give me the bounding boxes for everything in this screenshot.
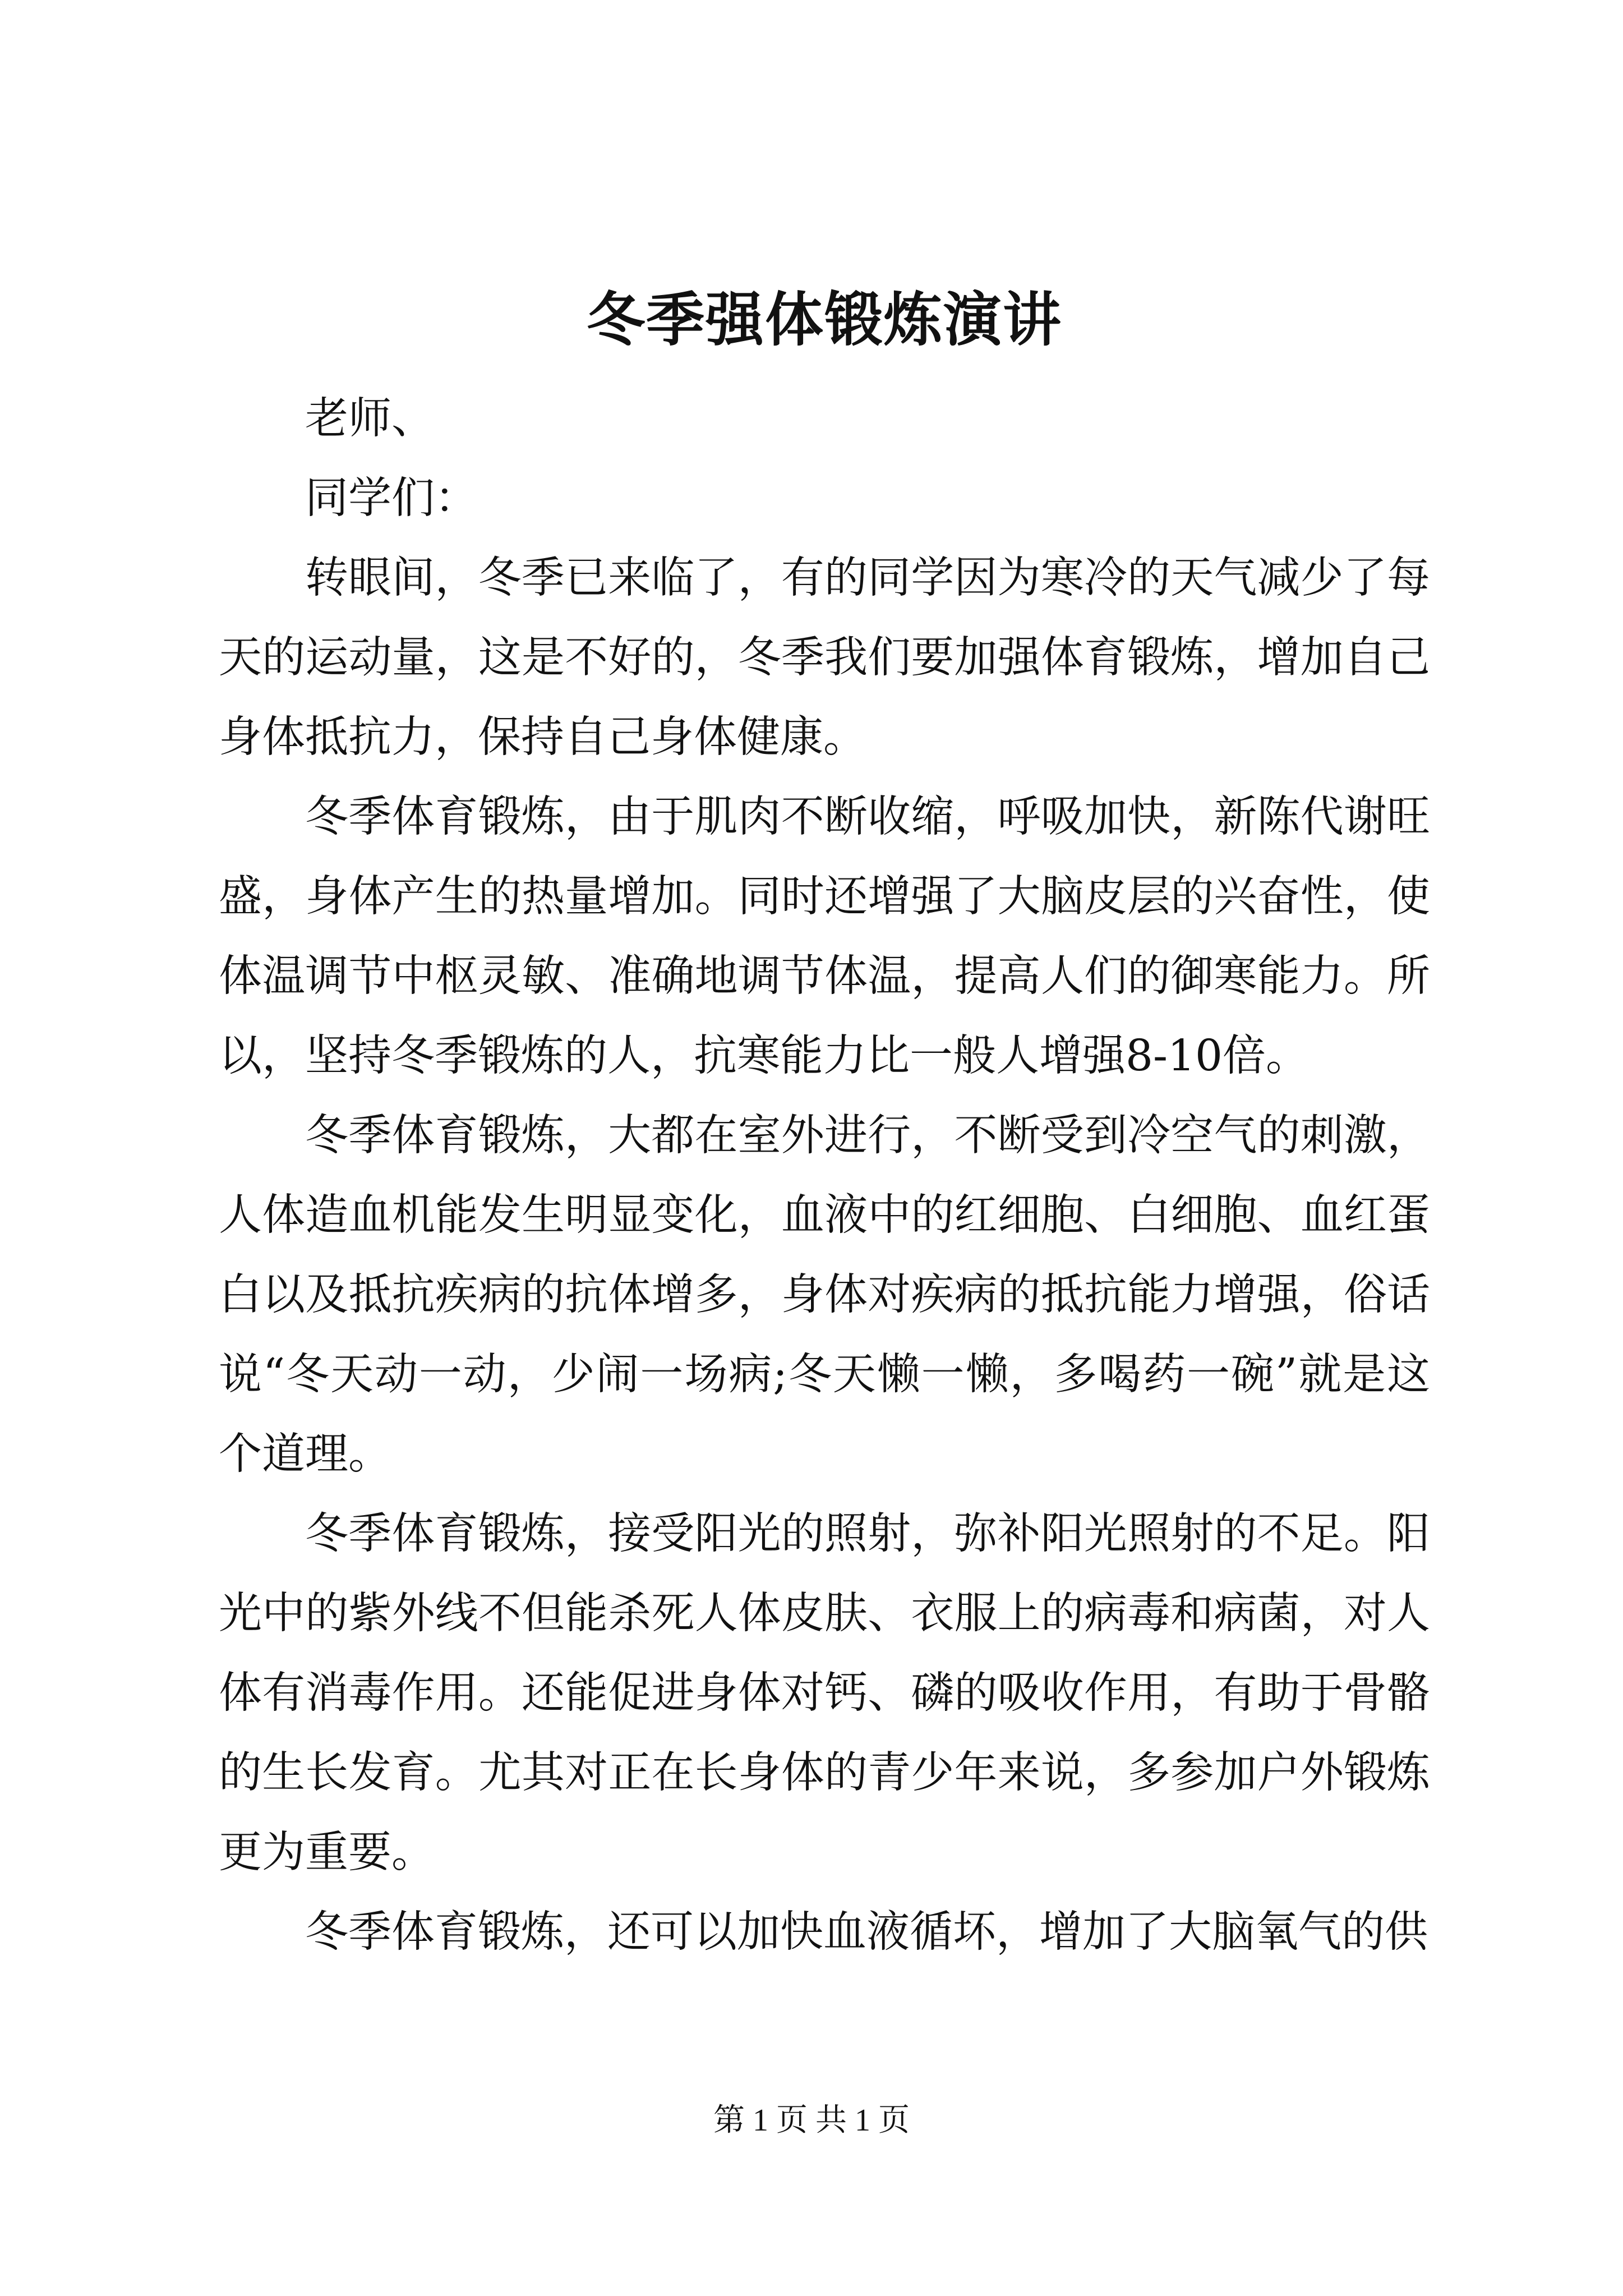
page-footer: 第 1 页 共 1 页 bbox=[713, 2103, 910, 2138]
paragraph-intro: 转眼间，冬季已来临了，有的同学因为寒冷的天气减少了每天的运动量，这是不好的，冬季我们要加强体育锻炼，增加自己身体抵抗力，保持自己身体健康。 bbox=[219, 553, 1430, 762]
paragraph-body-temperature: 冬季体育锻炼，由于肌肉不断收缩，呼吸加快，新陈代谢旺盛，身体产生的热量增加。同时还增强了大脑皮层的兴奋性，使体温调节中枢灵敏、准确地调节体温，提高人们的御寒能力。所以，坚持冬季锻炼的人，抗寒能力比一般人增强8-10倍。 bbox=[219, 792, 1430, 1081]
paragraph-sunlight: 冬季体育锻炼，接受阳光的照射，弥补阳光照射的不足。阳光中的紫外线不但能杀死人体皮肤、衣服上的病毒和病菌，对人体有消毒作用。还能促进身体对钙、磷的吸收作用，有助于骨骼的生长发育。尤其对正在长身体的青少年来说，多参加户外锻炼更为重要。 bbox=[219, 1509, 1430, 1878]
document-title: 冬季强体锻炼演讲 bbox=[586, 285, 1062, 354]
document-body bbox=[219, 280, 1430, 1972]
paragraph-circulation: 冬季体育锻炼，还可以加快血液循坏，增加了大脑氧气的供 bbox=[305, 1907, 1428, 1957]
paragraph-immunity: 冬季体育锻炼，大都在室外进行，不断受到冷空气的刺激，人体造血机能发生明显变化，血液中的红细胞、白细胞、血红蛋白以及抵抗疾病的抗体增多，身体对疾病的抵抗能力增强，俗话说“冬天动一动，少闹一场病;冬天懒一懒，多喝药一碗”就是这个道理。 bbox=[219, 1111, 1430, 1479]
salutation-students: 同学们： bbox=[305, 473, 478, 523]
salutation-teachers: 老师、 bbox=[305, 394, 435, 444]
